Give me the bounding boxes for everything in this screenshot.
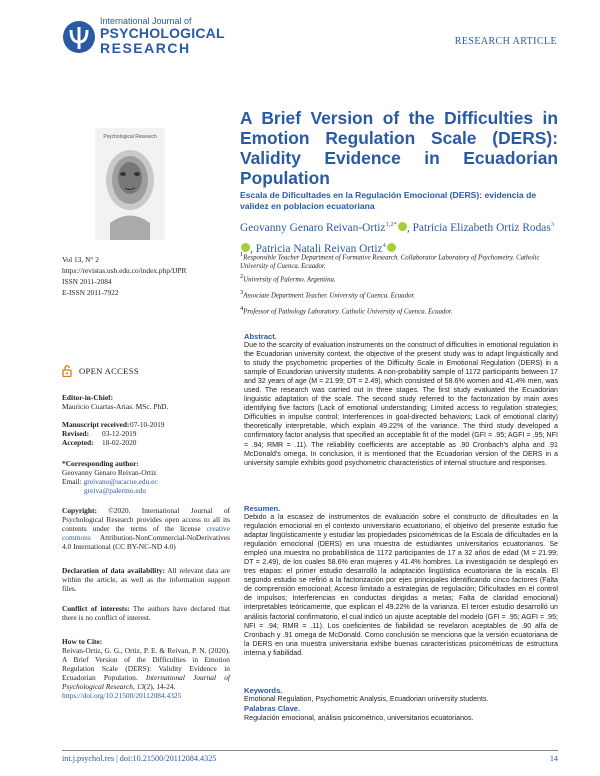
doi-link[interactable]: https://doi.org/10.21500/20112084.4325 (62, 691, 182, 700)
journal-name-line3: RESEARCH (100, 40, 191, 56)
open-lock-icon (62, 365, 72, 377)
article-title: A Brief Version of the Difficulties in Emotion Regulation Scale (DERS): Validity Evidence in Ecuadorian Population (240, 108, 558, 188)
keywords-heading: Keywords. (244, 686, 283, 695)
license-link[interactable]: creative commons (62, 524, 230, 542)
palabras-clave-heading: Palabras Clave. (244, 704, 301, 713)
palabras-clave-text: Regulación emocional, análisis psicométrico, universitarios ecuatorianos. (244, 714, 474, 722)
affiliation-3: $^3$Associate Department Teacher. University of Cuenca. Ecuador. (240, 289, 415, 300)
section-label: RESEARCH ARTICLE (454, 36, 557, 47)
open-access-label: OPEN ACCESS (79, 366, 139, 376)
author-1[interactable]: Geovanny Genaro Reivan-Ortiz (240, 221, 386, 234)
volume: Vol 13, N° 2 (62, 255, 99, 264)
eissn: E-ISSN 2011-7922 (62, 288, 119, 297)
email-link-1[interactable]: greivano@ucacue.edu.ec (83, 477, 158, 486)
dates-block: Manuscript received: 07-10-2019 Revised: 03-12-2019 Accepted: 18-02-2020 (62, 420, 165, 447)
email-link-2[interactable]: greiva@palermo.edu (84, 486, 147, 495)
how-to-cite: How to Cite: Reivan-Ortiz, G. G., Ortiz, P. E. & Reivan, P. N. (2020). A Brief Version of the Difficulties in Emotion Regulation Scale (DERS): Validity Evidence in Ecuadorian Population. International Journal of Psychological Research, 13(2), 14-24. https://doi.org/10.21500/20112084.4325 (62, 637, 230, 700)
author-3[interactable]: Patricia Natali Reivan Ortiz (255, 242, 383, 255)
resumen-heading: Resumen. (244, 504, 281, 513)
journal-url[interactable]: https://revistas.usb.edu.co/index.php/IJPR (62, 266, 187, 275)
conflict-of-interest: Conflict of interests: The authors have declared that there is no conflict of interest. (62, 604, 230, 622)
issn: ISSN 2011-2084 (62, 277, 112, 286)
journal-name-line2: PSYCHOLOGICAL (100, 25, 225, 41)
journal-cover-image (95, 128, 165, 240)
journal-logo[interactable] (62, 14, 225, 56)
author-2[interactable]: Patricia Elizabeth Ortiz Rodas (412, 221, 551, 234)
corresponding-author: *Corresponding author: Geovanny Genaro Reivan-Ortiz Email: greivano@ucacue.edu.ec greiva@palermo.edu (62, 459, 158, 495)
resumen-text: Debido a la escasez de instrumentos de evaluación sobre el constructo de dificultades en la regulación emocional en el contexto universitario ecuatoriano, el objetivo del presente estudio fue adaptar lingüísticamente y estudiar las propiedades psicométricas de la Escala de dificultades en la regulación emocional (DERS) en una muestra de estudiantes universitarios ecuatorianos. Se empleó una muestra no probabilística de 1172 participantes de 17 a 32 años de edad (M = 21.99; DT = 2.49), de los cuales 58.6% eran mujeres y 41.4% hombres. La investigación se desplegó en tres etapas: el primer estudio desarrolló la adaptación lingüística ecuatoriana de la escala. El segundo estudio se refirió a la factorización por ejes principales identificando cinco factores (Falta de comprensión emocional; Acceso limitado a estrategias de regulación; Dificultades en el control de impulsos; Interferencias en conductas dirigidas a metas; Falta de claridad emocional) interpretables teóricamente, que explican el 49.22% de la varianza. El tercer estudio desarrolló un análisis factorial confirmatorio, el cual indicó un ajuste aceptable del modelo (GFI = .95; AGFI = .95; NFI = .94; RMR = .11). Los coeficientes de fiabilidad se revelaron aceptables de .90 alfa de Cronbach y .91 omega de McDonald. Como conclusión se menciona que la versión ecuatoriana de la DERS en una muestra universitaria exhibe buenas características psicométricas de estructura interna y fiabilidad. (244, 513, 558, 657)
affiliation-2: $^2$University of Palermo. Argentina. (240, 273, 336, 284)
affiliation-4: $^4$Professor of Pathology Laboratory. Catholic University of Cuenca. Ecuador. (240, 305, 453, 316)
article-subtitle: Escala de Dificultades en la Regulación Emocional (DERS): evidencia de validez en poblacion ecuatoriana (240, 190, 537, 211)
abstract-text: Due to the scarcity of evaluation instruments on the construct of difficulties in emotional regulation in the Ecuadorian university context, the objective of the present study was to adapt linguistically and to study the psychometric properties of the Difficulty Scale in Emotional Regulation (DERS) in a sample of Ecuadorian university students. A non-probability sample of 1172 participants between 17 and 32 years of age (M = 21.99; DT = 2.49), which consisted of 58.6% women and 41.4% men, was used. The research was carried out in three stages. The first study evaluated the Ecuadorian linguistic adaptation of the scale. The second study referred to the factorization by main axes identifying five factors (Lack of emotional understanding; Limited access to regulation strategies; Difficulties in impulse control; Interferences in goal-directed behaviors; Lack of emotional clarity) theoretically interpretable, which explain 49.22% of the variance. The third study developed a confirmatory factor analysis that specified an acceptable fit of the model (GFI = .95; AGFI = .95; NFI = .94; RMR = .11). The reliability coefficients are acceptable as .90 Cronbach's alpha and .91 McDonald's omega. In conclusion, it is mentioned that the Ecuadorian version of the DERS in a university sample exhibits good psychometric characteristics of internal structure and responses. (244, 341, 558, 467)
abstract-heading: Abstract. (244, 332, 277, 341)
psi-logo-icon (62, 20, 96, 54)
open-access (62, 365, 139, 377)
footer-divider (62, 750, 558, 751)
svg-text:Psychological Research: Psychological Research (103, 134, 157, 140)
data-availability: Declaration of data availability: All relevant data are within the article, as well as the information support files. (62, 566, 230, 593)
authors: Geovanny Genaro Reivan-Ortiz$^{1,2*}$ , Patricia Elizabeth Ortiz Rodas$^3$, Patricia Natali Reivan Ortiz$^4$ (240, 221, 555, 255)
orcid-icon[interactable] (398, 222, 407, 231)
page-number: 14 (549, 754, 558, 763)
keywords-text: Emotional Regulation, Psychometric Analysis, Ecuadorian university students. (244, 695, 489, 703)
editor-block: Editor-in-Chief: Mauricio Cuartas-Arias. MSc. PhD. (62, 393, 169, 411)
affiliation-1: $^1$Responsible Teacher Department of Formative Research. Collaborator Laboratory of Psychometry. Catholic University of Cuenca. Ecuador. (240, 251, 540, 270)
journal-name-line1: International Journal of (100, 16, 192, 26)
copyright-block: Copyright: ©2020. International Journal of Psychological Research provides open access to all its contents under the terms of the license creative commons Attribution-NonCommercial-NoDerivatives 4.0 International (CC BY-NC-ND 4.0) (62, 506, 230, 551)
footer-doi[interactable]: int.j.psychol.res | doi:10.21500/20112084.4325 (62, 754, 217, 763)
